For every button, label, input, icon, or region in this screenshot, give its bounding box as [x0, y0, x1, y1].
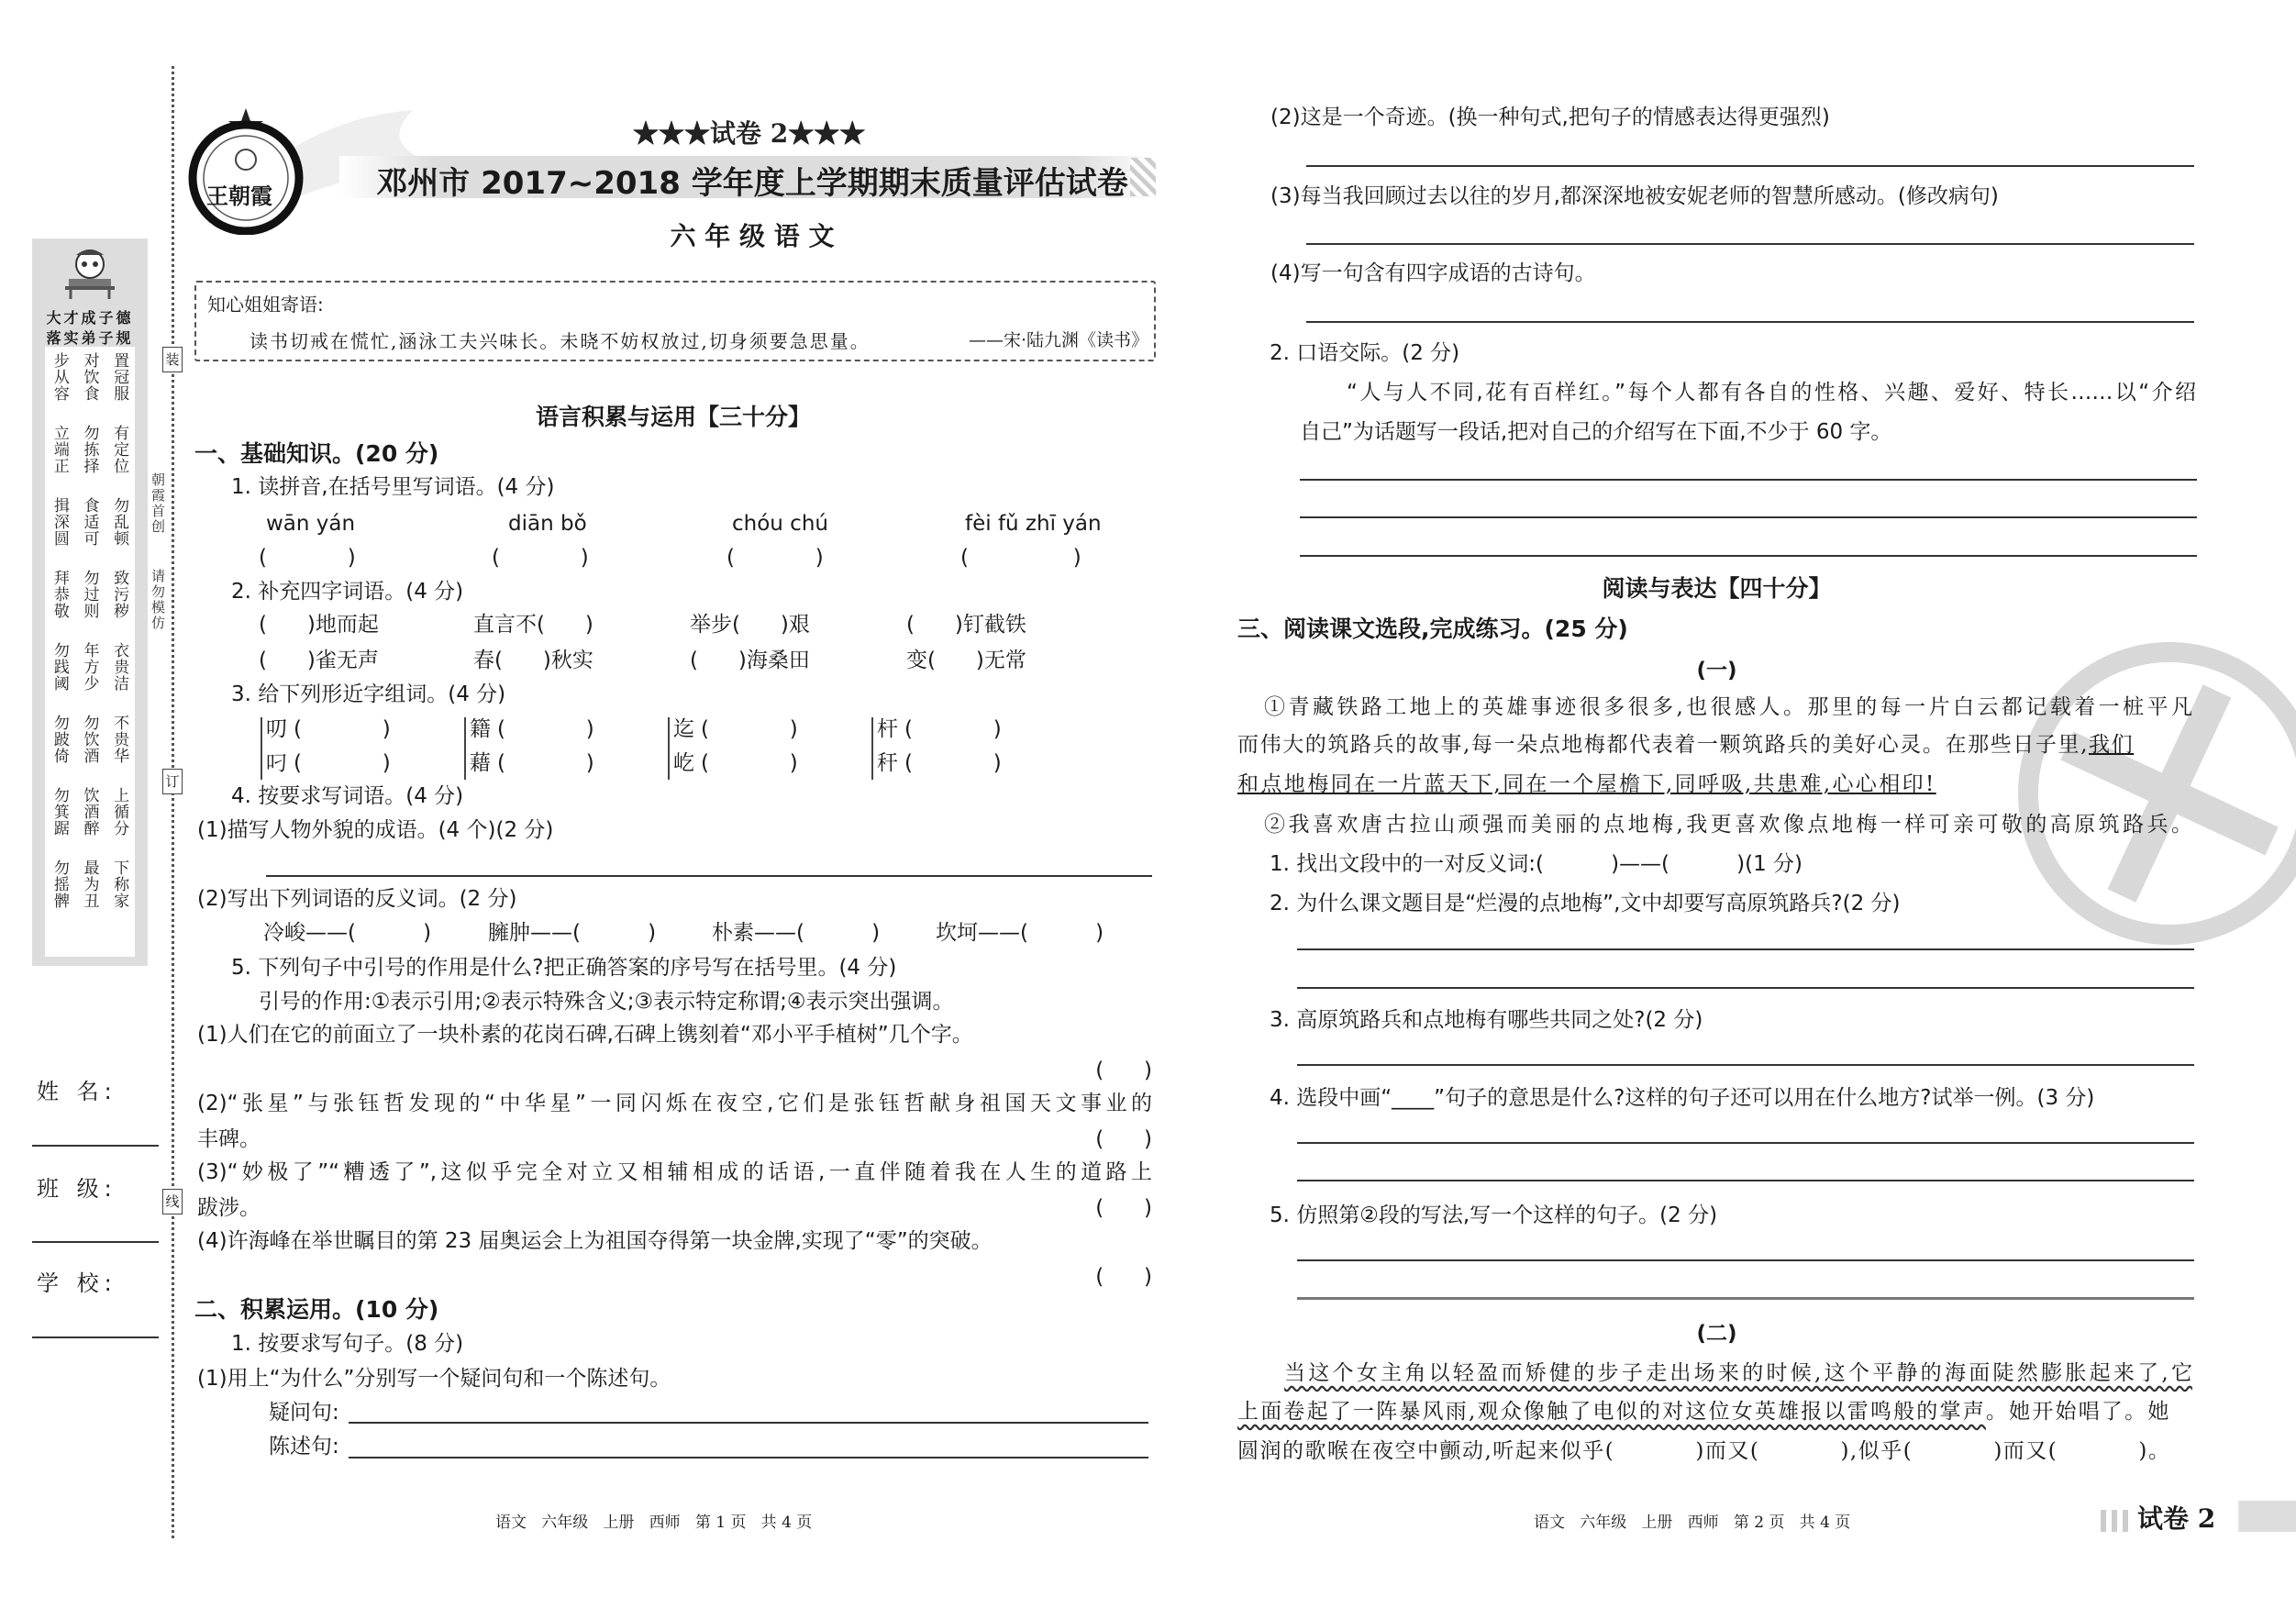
school-field[interactable]	[32, 1336, 159, 1338]
answer-line[interactable]	[1297, 1142, 2194, 1144]
similar-char: 叨	[266, 717, 287, 741]
quote-source: ——宋·陆九渊《读书》	[968, 330, 1148, 350]
verse-cell: 勿乱顿	[110, 497, 129, 547]
question-1-2: (2)这是一个奇迹。(换一种句式,把句子的情感表达得更强烈)	[1270, 105, 1830, 129]
logo-text: 王朝霞	[206, 183, 272, 209]
similar-char: 迄	[673, 717, 694, 741]
verse-cell: 食适可	[80, 497, 99, 547]
verse-cell: 揖深圆	[50, 497, 69, 547]
passage-1-title: (一)	[1696, 659, 1737, 682]
verse-cell: 对饮食	[80, 352, 99, 402]
copyright-note-1: 朝霞首创	[150, 472, 166, 535]
verse-cell: 勿跛倚	[50, 715, 69, 764]
verse-cell: 衣贵洁	[110, 642, 129, 692]
reading-question-1: 1. 找出文段中的一对反义词:( )——( )(1 分)	[1270, 852, 1803, 876]
verse-cell: 下称家	[110, 859, 129, 909]
underlined-sentence: 我们	[2089, 733, 2135, 757]
binding-dotted-line	[172, 66, 174, 1538]
question-5-2-cont: 丰碑。	[197, 1127, 261, 1151]
passage-2-title: (二)	[1696, 1322, 1737, 1346]
question-2: 2. 补充四字词语。(4 分)	[231, 580, 464, 604]
question-3: 3. 给下列形近字组词。(4 分)	[231, 682, 506, 706]
verse-cell: 有定位	[110, 425, 129, 474]
binding-mark-zhuang: 装	[162, 347, 183, 372]
answer-line[interactable]	[1300, 479, 2197, 481]
wavy-underlined-sentence: 当这个女主角以轻盈而矫健的步子走出场来的时候,这个平静的海面陡然膨胀起来了,它	[1284, 1361, 2192, 1385]
verse-cell: 拜恭敬	[50, 570, 69, 619]
part-title-language: 语言积累与运用【三十分】	[535, 404, 811, 430]
sidebar-motto-panel	[32, 238, 148, 966]
verse-cell: 年方少	[80, 642, 99, 692]
similar-char: 屹	[673, 751, 694, 775]
name-label: 姓 名:	[37, 1079, 117, 1104]
similar-char: 籍	[470, 717, 491, 741]
verse-cell: 置冠服	[110, 352, 129, 402]
pinyin-1: wān yán	[266, 512, 356, 536]
reading-question-2: 2. 为什么课文题目是“烂漫的点地梅”,文中却要写高原筑路兵?(2 分)	[1270, 892, 1901, 915]
question-4-1: (1)描写人物外貌的成语。(4 个)(2 分)	[197, 818, 554, 842]
char-answer[interactable]: ( )	[497, 717, 594, 741]
binding-mark-xian: 线	[162, 1189, 183, 1214]
pinyin-answer-4[interactable]: ( )	[960, 546, 1083, 570]
antonym-blank[interactable]: 冷峻——( )	[263, 921, 432, 945]
answer-line[interactable]	[1306, 243, 2194, 245]
question-5-4: (4)许海峰在举世瞩目的第 23 届奥运会上为祖国夺得第一块金牌,实现了“零”的突破。	[197, 1229, 993, 1253]
answer-line[interactable]	[1306, 165, 2194, 167]
motto-line-1: 大才成子德	[46, 309, 134, 327]
similar-char: 叼	[266, 751, 287, 775]
oral-prompt-1: “人与人不同,花有百样红。”每个人都有各自的性格、兴趣、爱好、特长……以“介绍	[1347, 381, 2196, 405]
student-cartoon-icon	[60, 246, 120, 299]
section-1-heading: 一、基础知识。(20 分)	[194, 440, 439, 467]
char-group-brace	[668, 717, 670, 780]
similar-char: 杆	[877, 717, 898, 741]
section-2-heading: 二、积累运用。(10 分)	[194, 1296, 439, 1323]
verse-cell: 立端正	[50, 425, 69, 474]
verse-cell: 勿过则	[80, 570, 99, 619]
watermark-seal-icon	[2018, 642, 2296, 945]
oral-prompt-2: 自己”为话题写一段话,把对自己的介绍写在下面,不少于 60 字。	[1300, 420, 1892, 444]
verse-cell: 致污秽	[110, 570, 129, 619]
exam-subtitle: 六 年 级 语 文	[670, 221, 835, 251]
question-4: 4. 按要求写词语。(4 分)	[231, 784, 464, 808]
verse-cell: 步从容	[50, 352, 69, 402]
similar-char: 秆	[877, 751, 898, 775]
reading-question-4: 4. 选段中画“____”句子的意思是什么?这样的句子还可以用在什么地方?试举一例。(3 分)	[1270, 1086, 2095, 1110]
question-5: 5. 下列句子中引号的作用是什么?把正确答案的序号写在括号里。(4 分)	[231, 956, 897, 980]
pinyin-4: fèi fǔ zhī yán	[965, 512, 1102, 536]
answer-paren[interactable]: ( )	[1095, 1127, 1152, 1151]
section-2-question-1-1: (1)用上“为什么”分别写一个疑问句和一个陈述句。	[197, 1367, 671, 1391]
answer-line[interactable]	[1297, 1259, 2194, 1261]
char-answer[interactable]: ( )	[294, 717, 391, 741]
answer-line[interactable]	[1300, 555, 2197, 557]
motto-line-2: 落实弟子规	[46, 329, 134, 347]
passage-1-line: ①青藏铁路工地上的英雄事迹很多很多,也很感人。那里的每一片白云都记载着一桩平凡	[1264, 695, 2192, 719]
answer-line[interactable]	[1297, 948, 2194, 950]
verse-cell: 不贵华	[110, 715, 129, 764]
verse-cell: 勿拣择	[80, 425, 99, 474]
section-3-heading: 三、阅读课文选段,完成练习。(25 分)	[1237, 616, 1628, 642]
question-1: 1. 读拼音,在括号里写词语。(4 分)	[231, 475, 555, 499]
idiom-blank[interactable]: ( )地而起	[259, 613, 379, 637]
question-5-1: (1)人们在它的前面立了一块朴素的花岗石碑,石碑上镌刻着“邓小平手植树”几个字。	[197, 1023, 973, 1047]
passage-2-fill-blank[interactable]: 圆润的歌喉在夜空中颤动,听起来似乎( )而又( ),似乎( )而又( )。	[1237, 1439, 2171, 1463]
dizigui-verse-grid	[45, 347, 135, 957]
char-answer[interactable]: ( )	[701, 751, 798, 775]
answer-paren[interactable]: ( )	[1095, 1265, 1152, 1289]
char-answer[interactable]: ( )	[904, 717, 1002, 741]
reading-question-3: 3. 高原筑路兵和点地梅有哪些共同之处?(2 分)	[1270, 1008, 1703, 1032]
underlined-sentence: 和点地梅同在一片蓝天下,同在一个屋檐下,同呼吸,共患难,心心相印!	[1237, 772, 1936, 796]
pinyin-answer-2[interactable]: ( )	[492, 546, 589, 570]
idiom-blank[interactable]: ( )钉截铁	[906, 613, 1026, 637]
verse-cell: 上循分	[110, 787, 129, 837]
answer-line[interactable]	[1297, 1180, 2194, 1181]
passage-2-line	[1237, 1400, 2171, 1424]
passage-2-text: 。她开始唱了。她	[1985, 1400, 2171, 1424]
corner-pattern	[2101, 1510, 2128, 1532]
verse-cell: 最为丑	[80, 859, 99, 909]
verse-cell: 勿摇髀	[50, 859, 69, 909]
char-answer[interactable]: ( )	[701, 717, 798, 741]
quote-heading: 知心姐姐寄语:	[207, 294, 324, 316]
class-label: 班 级:	[37, 1176, 117, 1202]
idiom-blank[interactable]: 变( )无常	[906, 649, 1026, 672]
corner-paper-tag: 试卷 2	[2137, 1503, 2216, 1534]
question-1-3: (3)每当我回顾过去以往的岁月,都深深地被安妮老师的智慧所感动。(修改病句)	[1270, 184, 1999, 208]
passage-1-text: 而伟大的筑路兵的故事,每一朵点地梅都代表着一颗筑路兵的美好心灵。在那些日子里,	[1237, 733, 2090, 757]
publisher-logo	[188, 108, 304, 235]
section-2-question-1: 1. 按要求写句子。(8 分)	[231, 1332, 464, 1356]
idiom-blank[interactable]: 直言不( )	[473, 613, 593, 637]
antonym-blank[interactable]: 朴素——( )	[712, 921, 881, 945]
char-answer[interactable]: ( )	[904, 751, 1002, 775]
statement-sentence-field[interactable]	[349, 1457, 1148, 1458]
question-5-options: 引号的作用:①表示引用;②表示特殊含义;③表示特定称谓;④表示突出强调。	[259, 990, 954, 1014]
question-sentence-label: 疑问句:	[269, 1401, 339, 1425]
quote-text: 读书切戒在慌忙,涵泳工夫兴味长。未晓不妨权放过,切身须要急思量。	[250, 330, 871, 352]
char-group-brace	[464, 717, 466, 780]
exam-title: 邓州市 2017~2018 学年度上学期期末质量评估试卷	[376, 165, 1128, 202]
question-1-4: (4)写一句含有四字成语的古诗句。	[1270, 261, 1596, 285]
answer-line[interactable]	[1297, 1064, 2194, 1066]
pinyin-3: chóu chú	[732, 512, 828, 536]
passage-1-line: ②我喜欢唐古拉山顽强而美丽的点地梅,我更喜欢像点地梅一样可亲可敬的高原筑路兵。	[1264, 813, 2192, 837]
part-title-reading: 阅读与表达【四十分】	[1602, 575, 1832, 602]
antonym-blank[interactable]: 臃肿——( )	[488, 921, 657, 945]
answer-line[interactable]	[266, 875, 1152, 877]
char-group-brace	[261, 717, 262, 780]
answer-line[interactable]	[1300, 516, 2197, 518]
question-5-3-cont: 跋涉。	[197, 1196, 261, 1220]
question-4-2: (2)写出下列词语的反义词。(2 分)	[197, 887, 517, 911]
question-sentence-field[interactable]	[349, 1422, 1148, 1424]
page-1-footer: 语文 六年级 上册 西师 第 1 页 共 4 页	[495, 1514, 813, 1532]
answer-paren[interactable]: ( )	[1095, 1196, 1152, 1220]
verse-cell: 勿饮酒	[80, 715, 99, 764]
verse-cell: 勿践阈	[50, 642, 69, 692]
verse-cell: 饮酒醉	[80, 787, 99, 837]
passage-1-line	[1237, 733, 2134, 757]
idiom-blank[interactable]: ( )海桑田	[690, 649, 810, 672]
pinyin-answer-3[interactable]: ( )	[727, 546, 824, 570]
question-2-oral: 2. 口语交际。(2 分)	[1270, 341, 1460, 365]
antonym-blank[interactable]: 坎坷——( )	[936, 921, 1104, 945]
wavy-underlined-sentence: 上面卷起了一阵暴风雨,观众像触了电似的对这位女英雄报以雷鸣般的掌声	[1237, 1400, 1986, 1424]
char-answer[interactable]: ( )	[497, 751, 594, 775]
answer-line[interactable]	[1297, 987, 2194, 989]
pinyin-2: diān bǒ	[508, 512, 587, 536]
idiom-blank[interactable]: ( )雀无声	[259, 649, 379, 672]
reading-question-5: 5. 仿照第②段的写法,写一个这样的句子。(2 分)	[1270, 1203, 1718, 1227]
school-label: 学 校:	[37, 1270, 117, 1296]
quote-box	[194, 281, 1156, 361]
char-answer[interactable]: ( )	[294, 751, 391, 775]
answer-paren[interactable]: ( )	[1095, 1059, 1152, 1082]
idiom-blank[interactable]: 春( )秋实	[473, 649, 593, 672]
copyright-note-2: 请勿模仿	[150, 569, 166, 631]
statement-sentence-label: 陈述句:	[269, 1435, 339, 1458]
idiom-blank[interactable]: 举步( )艰	[690, 613, 810, 637]
pinyin-answer-1[interactable]: ( )	[259, 546, 356, 570]
binding-mark-ding: 订	[162, 769, 183, 794]
question-5-2: (2)“张星”与张钰哲发现的“中华星”一同闪烁在夜空,它们是张钰哲献身祖国天文事业的	[197, 1092, 1152, 1115]
name-field[interactable]	[32, 1145, 159, 1147]
paper-tag: ★★★试卷 2★★★	[633, 118, 866, 149]
page-2-footer: 语文 六年级 上册 西师 第 2 页 共 4 页	[1534, 1514, 1851, 1532]
answer-line[interactable]	[1297, 1297, 2194, 1300]
similar-char: 藉	[470, 751, 491, 775]
question-5-3: (3)“妙极了”“糟透了”,这似乎完全对立又相辅相成的话语,一直伴随着我在人生的道路上	[197, 1160, 1152, 1184]
class-field[interactable]	[32, 1241, 159, 1243]
answer-line[interactable]	[1306, 321, 2194, 323]
char-group-brace	[871, 717, 873, 780]
verse-cell: 勿箕踞	[50, 787, 69, 837]
